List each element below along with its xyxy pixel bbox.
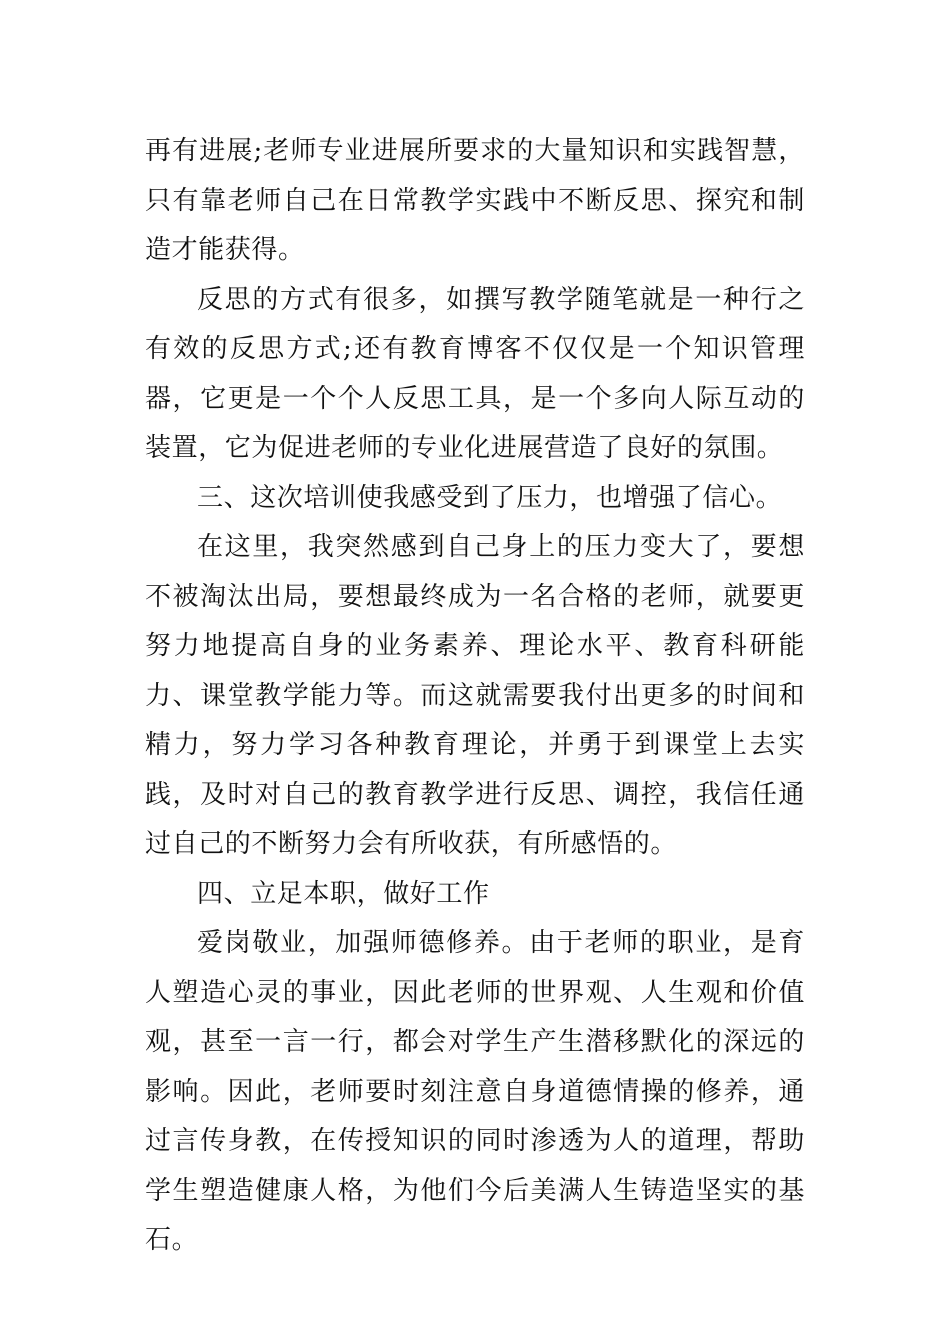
section-heading-4: 四、立足本职，做好工作 xyxy=(197,878,490,909)
document-page xyxy=(145,127,805,1266)
section-heading-3: 三、这次培训使我感受到了压力，也增强了信心。 xyxy=(197,482,783,513)
paragraph-4: 在这里，我突然感到自己身上的压力变大了，要想不被淘汰出局，要想最终成为一名合格的老师，就要更努力地提高自身的业务素养、理论水平、教育科研能力、课堂教学能力等。而这就需要我付出更多的时间和精力，努力学习各种教育理论，并勇于到课堂上去实践，及时对自己的教育教学进行反思、调控，我信任通过自己的不断努力会有所收获，有所感悟的。 xyxy=(145,532,805,859)
paragraph-1: 再有进展;老师专业进展所要求的大量知识和实践智慧，只有靠老师自己在日常教学实践中不断反思、探究和制造才能获得。 xyxy=(145,136,805,265)
paragraph-2: 反思的方式有很多，如撰写教学随笔就是一种行之有效的反思方式;还有教育博客不仅仅是一个知识管理器，它更是一个个人反思工具，是一个多向人际互动的装置，它为促进老师的专业化进展营造了良好的氛围。 xyxy=(145,284,805,463)
paragraph-6: 爱岗敬业，加强师德修养。由于老师的职业，是育人塑造心灵的事业，因此老师的世界观、人生观和价值观，甚至一言一行，都会对学生产生潜移默化的深远的影响。因此，老师要时刻注意自身道德情操的修养，通过言传身教，在传授知识的同时渗透为人的道理，帮助学生塑造健康人格，为他们今后美满人生铸造坚实的基石。 xyxy=(145,928,805,1255)
